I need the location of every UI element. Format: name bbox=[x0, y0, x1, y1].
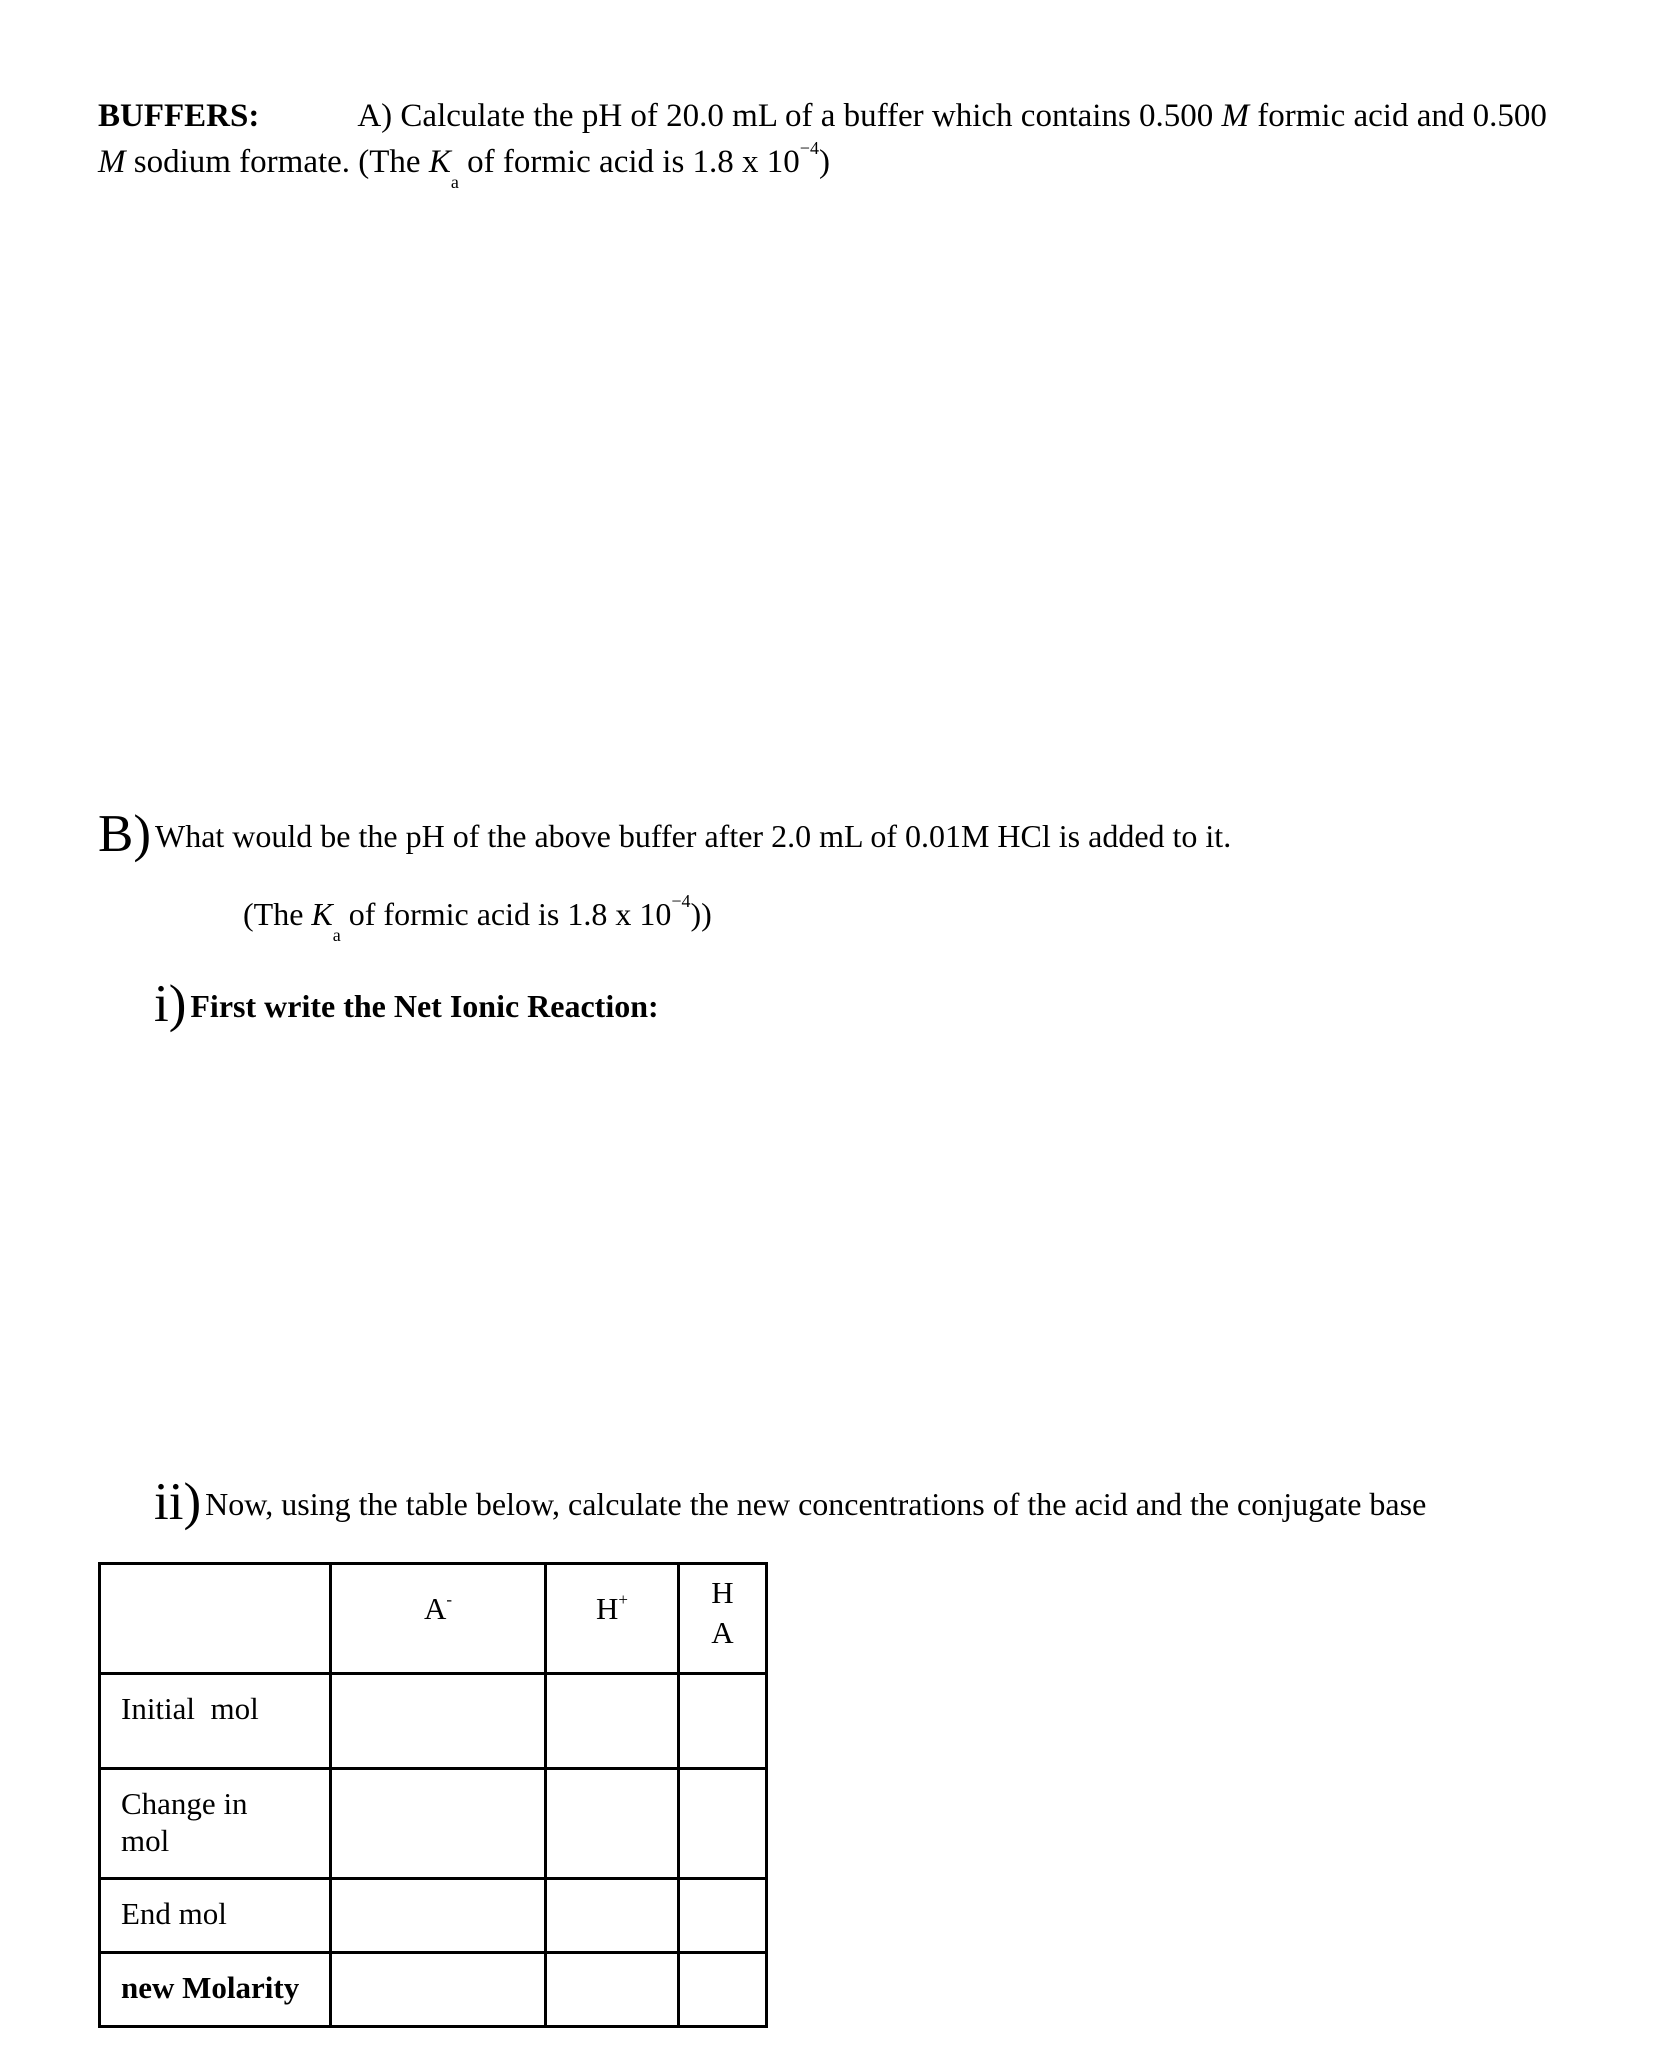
header-h-charge: + bbox=[618, 1590, 628, 1609]
row-label-initial: Initial mol bbox=[100, 1674, 331, 1769]
table-row bbox=[100, 1769, 767, 1879]
table-cell[interactable] bbox=[546, 1769, 679, 1879]
step-ii-text: Now, using the table below, calculate the new concentrations of the acid and the conjugate base bbox=[205, 1486, 1427, 1522]
step-ii bbox=[154, 1473, 1427, 1531]
row-label-new-molarity: new Molarity bbox=[100, 1953, 331, 2027]
header-a-label: A bbox=[423, 1591, 447, 1626]
ka-note-mid: of formic acid is 1.8 x 10 bbox=[340, 896, 672, 932]
table-cell[interactable] bbox=[331, 1674, 546, 1769]
molar-unit: M bbox=[98, 144, 126, 180]
table-cell[interactable] bbox=[546, 1674, 679, 1769]
table-header-row bbox=[100, 1564, 767, 1674]
table-header-a-minus bbox=[331, 1564, 546, 1674]
table-header-h-plus bbox=[546, 1564, 679, 1674]
ka-note-open: (The bbox=[243, 896, 312, 932]
step-i-numeral: i) bbox=[154, 975, 187, 1033]
part-a-text-1: A) Calculate the pH of 20.0 mL of a buffer which contains 0.500 bbox=[357, 98, 1222, 134]
table-cell[interactable] bbox=[546, 1953, 679, 2027]
part-a-text-3: sodium formate. (The bbox=[125, 144, 429, 180]
ka-subscript: a bbox=[332, 925, 341, 945]
part-a-line-1 bbox=[98, 100, 1547, 133]
header-ha-line-1: H bbox=[711, 1575, 734, 1610]
exponent: −4 bbox=[671, 891, 691, 911]
part-a-text-4: of formic acid is 1.8 x 10 bbox=[458, 144, 800, 180]
exponent: −4 bbox=[799, 138, 819, 158]
header-h-label: H bbox=[596, 1591, 619, 1626]
part-b-ka-note bbox=[243, 891, 712, 945]
table-row bbox=[100, 1879, 767, 1953]
ka-subscript: a bbox=[450, 172, 459, 192]
header-ha-line-2: A bbox=[711, 1615, 734, 1651]
table-cell[interactable] bbox=[679, 1953, 767, 2027]
ka-symbol: K bbox=[428, 144, 451, 180]
step-i-text: First write the Net Ionic Reaction: bbox=[190, 988, 659, 1024]
part-b-question bbox=[98, 805, 1232, 863]
header-a-charge: - bbox=[446, 1590, 453, 1609]
step-i bbox=[154, 975, 659, 1033]
part-b-letter: B) bbox=[98, 805, 151, 863]
table-header-ha bbox=[679, 1564, 767, 1674]
part-b-text: What would be the pH of the above buffer after 2.0 mL of 0.01M HCl is added to it. bbox=[155, 818, 1232, 854]
row-label-end: End mol bbox=[100, 1879, 331, 1953]
table-row bbox=[100, 1953, 767, 2027]
table-cell[interactable] bbox=[331, 1953, 546, 2027]
ka-symbol: K bbox=[311, 896, 333, 932]
row-label-change-line-2: mol bbox=[121, 1822, 170, 1858]
step-ii-numeral: ii) bbox=[154, 1473, 202, 1531]
row-label-change bbox=[100, 1769, 331, 1879]
table-corner-cell bbox=[100, 1564, 331, 1674]
ice-table bbox=[98, 1562, 768, 2028]
molar-unit: M bbox=[1221, 98, 1250, 134]
table-cell[interactable] bbox=[679, 1769, 767, 1879]
ka-note-close: )) bbox=[690, 896, 712, 932]
part-a-line-2 bbox=[98, 138, 830, 192]
row-label-change-line-1: Change in bbox=[121, 1786, 248, 1821]
section-title: BUFFERS: bbox=[98, 98, 260, 134]
part-a-text-5: ) bbox=[818, 144, 830, 180]
table-cell[interactable] bbox=[679, 1674, 767, 1769]
table-cell[interactable] bbox=[331, 1769, 546, 1879]
table-row bbox=[100, 1674, 767, 1769]
part-a-text-2: formic acid and 0.500 bbox=[1249, 98, 1547, 134]
table-cell[interactable] bbox=[331, 1879, 546, 1953]
table-cell[interactable] bbox=[546, 1879, 679, 1953]
table-cell[interactable] bbox=[679, 1879, 767, 1953]
